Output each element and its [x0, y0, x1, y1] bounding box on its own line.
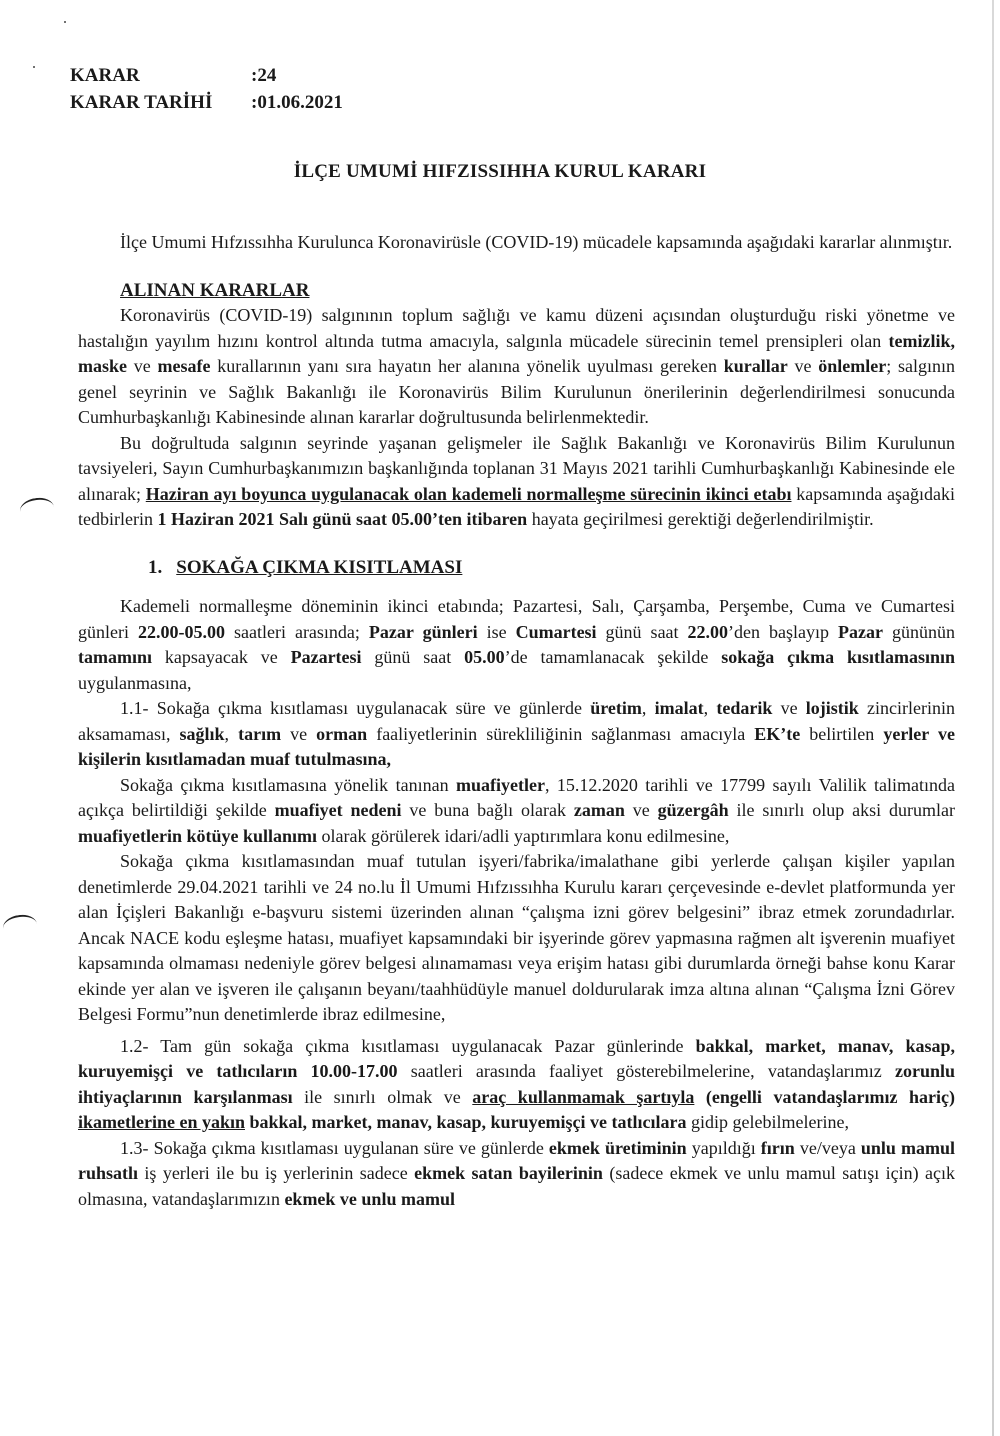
- text-run: Sokağa çıkma kısıtlaması uygulanacak süre ve günlerde: [148, 698, 591, 718]
- bold-run: yerler ve kişilerin kısıtlamadan muaf tutulmasına,: [78, 723, 955, 769]
- section-heading-curfew: [148, 555, 955, 581]
- text-run: zincirlerinin aksamaması,: [78, 698, 956, 744]
- bold-run: 05.00: [464, 647, 505, 667]
- text-run: ,: [703, 698, 717, 718]
- paragraph-exemptions: [78, 773, 955, 850]
- decision-date-label: KARAR TARİHİ: [70, 92, 213, 113]
- bold-run: sağlık: [179, 723, 225, 744]
- text-run: Bu doğrultuda salgının seyrinde yaşanan gelişmeler ile Sağlık Bakanlığı ve Koronavirüs Bilim Kurulunun tavsiyeleri, Sayın Cumhurbaşkanımızın başkanlığında toplanan 31 Mayıs 2021 tarihli Cumhurbaşkanlığı Kabinesinde ele alınarak;: [78, 432, 955, 504]
- text-run: ’den başlayıp: [728, 621, 839, 642]
- section-heading-decisions: ALINAN KARARLAR: [120, 279, 310, 301]
- section-number: 1.: [148, 556, 163, 578]
- underlined-bold-run: ikametlerine en yakın: [78, 1112, 245, 1132]
- text-run: ve: [787, 356, 819, 376]
- bold-run: 22.00-05.00: [137, 621, 225, 642]
- scan-edge-line: [992, 0, 994, 1436]
- bold-run: fırın: [760, 1137, 795, 1158]
- paragraph-item-1-3: [78, 1136, 955, 1213]
- text-run: ; salgının genel seyrinin ve Sağlık Bakanlığı ile Koronavirüs Bilim Kurulunun önerilerinin değerlendirilmesi sonucunda Cumhurbaşkanlığı Kabinesinde alınan kararlar doğrultusunda belirlenmektedir.: [78, 356, 955, 427]
- bold-run: tamamını: [78, 647, 152, 667]
- text-run: saatleri arasında;: [224, 621, 369, 642]
- text-run: gidip gelebilmelerine,: [686, 1112, 849, 1132]
- bold-run: lojistik: [805, 698, 859, 718]
- text-run: olarak görülerek idari/adli yaptırımlara konu edilmesine,: [317, 825, 730, 846]
- bold-run: Pazar günleri: [368, 621, 478, 642]
- decision-header: [70, 62, 343, 116]
- item-number: 1.3-: [120, 1137, 149, 1158]
- text-run: hayata geçirilmesi gerektiği değerlendirilmiştir.: [527, 509, 874, 529]
- bold-run: sokağa çıkma kısıtlamasının: [721, 647, 955, 667]
- text-run: Koronavirüs (COVID-19) salgınının toplum sağlığı ve kamu düzeni açısından oluşturduğu riski yönetme ve hastalığın yayılım hızını kontrol altında tutma amacıyla, salgınla mücadele sürecinin temel prensipleri olan: [78, 305, 955, 351]
- text-run: faaliyetlerinin sürekliliğinin sağlanması amacıyla: [367, 723, 755, 744]
- text-run: Sokağa çıkma kısıtlaması uygulanan süre ve günlerde: [148, 1137, 549, 1158]
- bold-run: temizlik,: [888, 330, 955, 351]
- text-run: kurallarının yanı sıra hayatın her alanına yönelik uyulması gereken: [210, 356, 724, 376]
- text-run: ve: [281, 723, 317, 744]
- bold-run: muafiyetler: [456, 774, 545, 795]
- text-run: saatleri arasında faaliyet gösterebilmelerine, vatandaşlarımız: [397, 1061, 895, 1081]
- text-run: Tam gün sokağa çıkma kısıtlaması uygulanacak Pazar günlerinde: [148, 1035, 696, 1056]
- decision-number-value: :24: [251, 65, 277, 86]
- text-run: günü saat: [596, 621, 688, 642]
- text-run: ,: [641, 698, 655, 718]
- text-run: ’de tamamlanacak şekilde: [504, 647, 722, 667]
- paragraph-principles: [78, 303, 955, 431]
- text-run: Kademeli normalleşme döneminin ikinci etabında; Pazartesi, Salı, Çarşamba, Perşembe, Cuma ve Cumartesi günleri: [78, 596, 955, 642]
- text-run: ise: [477, 621, 516, 642]
- text-run: ve buna bağlı olarak: [401, 800, 574, 820]
- bold-run: kurallar: [723, 356, 788, 376]
- document-body: [78, 230, 955, 1212]
- decision-date-value: :01.06.2021: [251, 92, 343, 113]
- text-run: günü saat: [361, 647, 465, 667]
- text-run: uygulanmasına,: [78, 672, 192, 693]
- bold-run: Pazartesi: [290, 647, 362, 667]
- scan-speck: [64, 21, 66, 23]
- text-run: yapıldığı: [686, 1137, 761, 1158]
- bold-run: bakkal, market, manav, kasap, kuruyemişçi ve tatlıcılara: [249, 1112, 687, 1132]
- bold-run: tarım: [238, 723, 282, 744]
- decision-number-row: [70, 62, 343, 89]
- bold-run: muafiyet nedeni: [274, 800, 402, 820]
- text-run: gününün: [883, 621, 955, 642]
- bold-run: orman: [316, 723, 368, 744]
- bold-run: üretim: [590, 698, 642, 718]
- section-title: SOKAĞA ÇIKMA KISITLAMASI: [176, 556, 463, 578]
- scan-punch-mark: [19, 496, 56, 523]
- text-run: iş yerleri ile bu iş yerlerinin sadece: [138, 1163, 415, 1183]
- bold-run: unlu mamul ruhsatlı: [78, 1137, 956, 1183]
- text-run: (sadece ekmek ve unlu mamul satışı için) açık olmasına, vatandaşlarımızın: [78, 1163, 956, 1209]
- paragraph-cabinet-decision: [78, 431, 955, 533]
- bold-run: Pazar: [838, 621, 883, 642]
- text-run: ve: [624, 800, 658, 820]
- scan-punch-mark: [2, 913, 39, 940]
- text-run: ve: [772, 698, 806, 718]
- bold-run: 22.00: [687, 621, 729, 642]
- bold-run: mesafe: [157, 356, 211, 376]
- bold-run: önlemler: [818, 356, 887, 376]
- bold-run: tedarik: [716, 698, 773, 718]
- text-run: , 15.12.2020 tarihli ve 17799 sayılı Valilik talimatında açıkça belirtildiği şekilde: [78, 774, 955, 820]
- bold-run: imalat: [654, 698, 704, 718]
- decision-number-label: KARAR: [70, 65, 140, 86]
- text-run: ,: [224, 723, 239, 744]
- text-run: Sokağa çıkma kısıtlamasına yönelik tanınan: [120, 774, 456, 795]
- bold-run: ekmek satan bayilerinin: [414, 1163, 603, 1183]
- bold-run: güzergâh: [657, 800, 729, 820]
- bold-run: EK’te: [754, 723, 801, 744]
- text-run: ve/veya: [794, 1137, 861, 1158]
- item-number: 1.1-: [120, 698, 149, 718]
- bold-run: zorunlu ihtiyaçlarının karşılanması: [78, 1061, 955, 1107]
- text-run: kapsayacak ve: [152, 647, 291, 667]
- text-run: ve: [127, 356, 158, 376]
- underlined-bold-run: araç kullanmamak şartıyla: [472, 1086, 695, 1107]
- text-run: ile sınırlı olup aksi durumlar: [728, 800, 955, 820]
- bold-run: Cumartesi: [515, 621, 597, 642]
- decision-date-row: [70, 89, 343, 116]
- bold-run: zaman: [573, 800, 625, 820]
- intro-paragraph: İlçe Umumi Hıfzıssıhha Kurulunca Koronavirüsle (COVID-19) mücadele kapsamında aşağıdaki kararlar alınmıştır.: [120, 232, 953, 252]
- text-run: ile sınırlı olmak ve: [292, 1086, 473, 1107]
- paragraph-work-permit: Sokağa çıkma kısıtlamasından muaf tutulan işyeri/fabrika/imalathane gibi yerlerde çalışan kişiler yapılan denetimlerde 29.04.2021 tarihli ve 24 no.lu İl Umumi Hıfzıssıhha Kurulu kararı çerçevesinde e-devlet platformunda yer alan İçişleri Bakanlığı e-başvuru sistemi üzerinden alınan “çalışma izni görev belgesini” ibraz etmek zorundadırlar. Ancak NACE kodu eşleşme hatası, muafiyet kapsamındaki bir işyerinde görev yapmasına rağmen alt işverenin muafiyet kapsamında olmaması nedeniyle görev belgesi alınamaması veya erişim hatası gibi durumlarda örneği bahse konu Karar ekinde yer alan ve işveren ile çalışanın beyanı/taahhüdüyle manuel doldurularak imza altına alınan “Çalışma İzni Görev Belgesi Formu”nun denetimlerde ibraz edilmesine,: [78, 851, 955, 1024]
- bold-run: ekmek ve unlu mamul: [284, 1188, 455, 1209]
- paragraph-item-1-2: [78, 1034, 955, 1136]
- text-run: [694, 1087, 706, 1107]
- paragraph-item-1-1: [78, 696, 955, 773]
- underlined-bold-run: Haziran ayı boyunca uygulanacak olan kademeli normalleşme sürecinin ikinci etabı: [145, 483, 792, 504]
- paragraph-curfew-hours: [78, 594, 955, 696]
- document-title: İLÇE UMUMİ HIFZISSIHHA KURUL KARARI: [293, 161, 707, 182]
- bold-run: ekmek üretiminin: [548, 1137, 687, 1158]
- text-run: kapsamında aşağıdaki tedbirlerin: [78, 483, 956, 529]
- bold-run: muafiyetlerin kötüye kullanımı: [78, 825, 318, 846]
- item-number: 1.2-: [120, 1035, 149, 1056]
- bold-run: maske: [78, 356, 127, 376]
- bold-run: 1 Haziran 2021 Salı günü saat 05.00’ten itibaren: [157, 509, 528, 529]
- bold-run: bakkal, market, manav, kasap, kuruyemişçi ve tatlıcıların 10.00-17.00: [78, 1035, 955, 1081]
- bold-run: (engelli vatandaşlarımız hariç): [705, 1086, 955, 1107]
- text-run: belirtilen: [800, 723, 884, 744]
- scan-speck: [33, 66, 35, 68]
